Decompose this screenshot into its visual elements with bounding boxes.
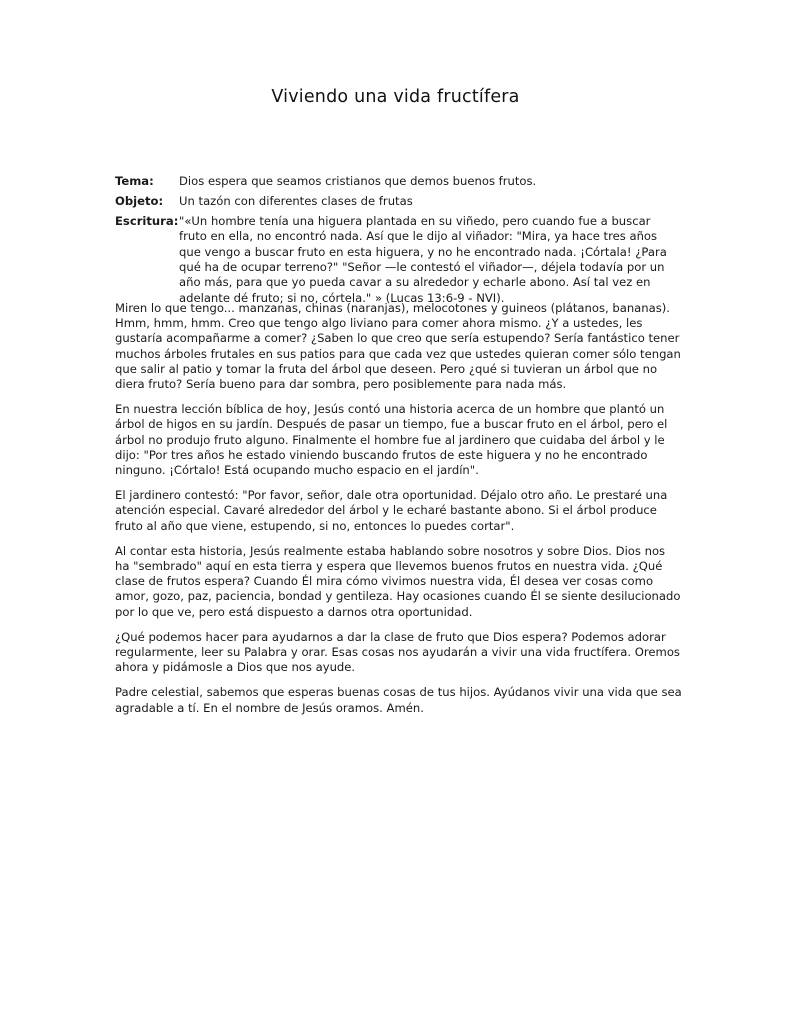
- meta-row-tema: [115, 174, 685, 189]
- body-paragraph: El jardinero contestó: "Por favor, señor, dale otra oportunidad. Déjalo otro año. Le prestaré una atención especial. Cavaré alrededor del árbol y le echaré bastante abono. Si el árbol produce fruto al año que viene, estupendo, si no, entonces lo puedes cortar".: [115, 488, 668, 533]
- body-paragraph: Padre celestial, sabemos que esperas buenas cosas de tus hijos. Ayúdanos vivir una vida que sea agradable a tí. En el nombre de Jesús oramos. Amén.: [115, 685, 682, 715]
- body-paragraph: Al contar esta historia, Jesús realmente estaba hablando sobre nosotros y sobre Dios. Dios nos ha "sembrado" aquí en esta tierra y espera que llevemos buenos frutos en nuestra vida. ¿Qué clase de frutos espera? Cuando Él mira cómo vivimos nuestra vida, Él desea ver cosas como amor, gozo, paz, paciencia, bondad y gentileza. Hay ocasiones cuando Él se siente desilucionado por lo que ve, pero está dispuesto a darnos otra oportunidad.: [115, 543, 681, 619]
- body-paragraph: ¿Qué podemos hacer para ayudarnos a dar la clase de fruto que Dios espera? Podemos adorar regularmente, leer su Palabra y orar. Esas cosas nos ayudarán a vivir una vida fructífera. Oremos ahora y pidámosle a Dios que nos ayude.: [115, 629, 680, 675]
- meta-label: Objeto:: [115, 193, 164, 208]
- meta-value: Dios espera que seamos cristianos que demos buenos frutos.: [179, 174, 537, 188]
- meta-value: "«Un hombre tenía una higuera plantada en su viñedo, pero cuando fue a buscar fruto en ella, no encontró nada. Así que le dijo al viñador: "Mira, ya hace tres años que vengo a buscar fruto en esta higuera, y no he encontrado nada. ¡Córtala! ¿Para qué ha de ocupar terreno?" "Señor —le contestó el viñador—, déjela todavía por un año más, para que yo pueda cavar a su alrededor y echarle abono. Así tal vez en adelante dé fruto; si no, córtela." » (Lucas 13:6-9 - NVI).: [179, 213, 667, 305]
- body-paragraph: Miren lo que tengo... manzanas, chinas (naranjas), melocotones y guineos (plátanos, bananas). Hmm, hmm, hmm. Creo que tengo algo liviano para comer ahora mismo. ¿Y a ustedes, les gustaría acompañarme a comer? ¿Saben lo que creo que sería estupendo? Sería fantástico tener muchos árboles frutales en sus patios para que cada vez que ustedes quieran comer sólo tengan que salir al patio y tomar la fruta del árbol que deseen. Pero ¿qué si tuvieran un árbol que no diera fruto? Sería bueno para dar sombra, pero posiblemente para nada más.: [115, 301, 681, 392]
- meta-value: Un tazón con diferentes clases de frutas: [179, 193, 413, 208]
- meta-row-objeto: [115, 194, 685, 209]
- meta-label: Escritura:: [115, 213, 179, 228]
- body-paragraph: En nuestra lección bíblica de hoy, Jesús contó una historia acerca de un hombre que plantó un árbol de higos en su jardín. Después de pasar un tiempo, fue a buscar fruto en el árbol, pero el árbol no produjo fruto alguno. Finalmente el hombre fue al jardinero que cuidaba del árbol y le dijo: "Por tres años he estado viniendo buscando frutos de este higuera y no he encontrado ninguno. ¡Córtalo! Está ocupando mucho espacio en el jardín".: [115, 402, 668, 478]
- document-title: Viviendo una vida fructífera: [271, 87, 520, 107]
- meta-row-escritura: [115, 214, 685, 306]
- lesson-body: [115, 301, 682, 726]
- meta-label: Tema:: [115, 174, 154, 188]
- lesson-meta: [115, 174, 685, 311]
